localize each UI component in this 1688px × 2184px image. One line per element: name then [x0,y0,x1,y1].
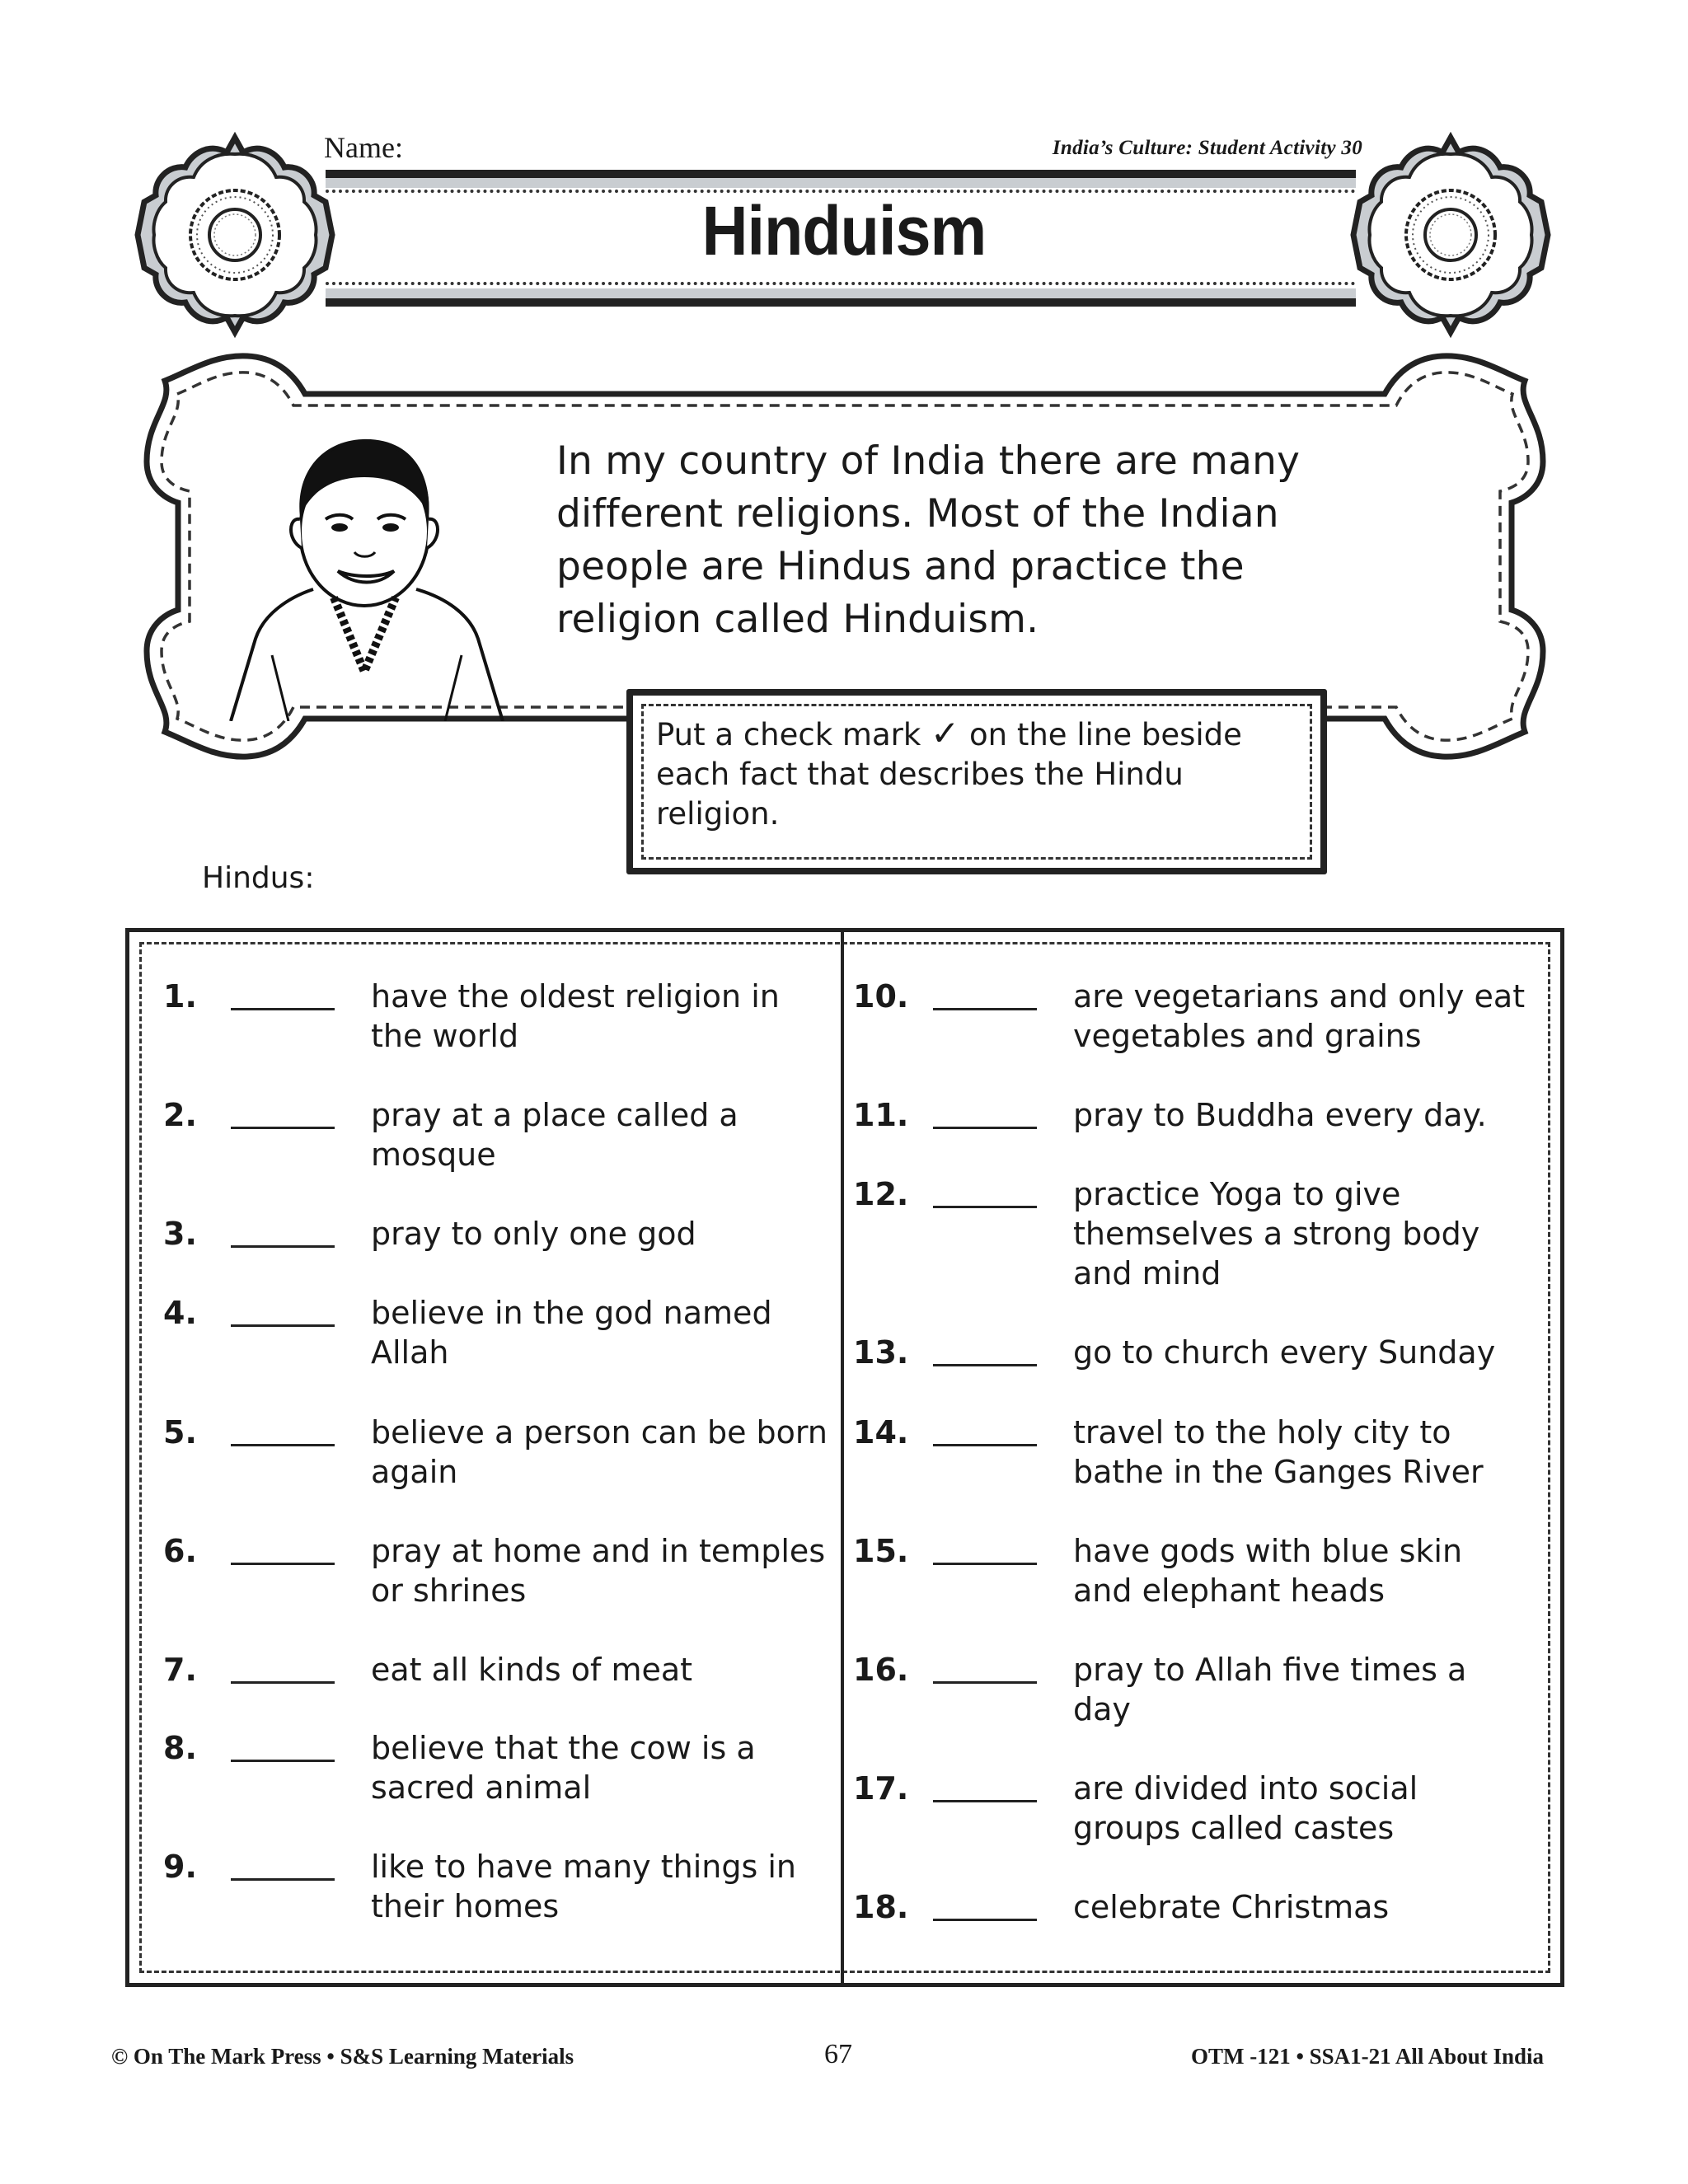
fact-text [1073,977,1535,1056]
fact-text-line: vegetables and grains [1073,1018,1422,1054]
answer-blank[interactable] [933,1008,1037,1010]
fact-number: 7. [163,1652,197,1688]
fact-text [1073,1769,1535,1848]
answer-blank[interactable] [933,1206,1037,1208]
fact-text [1073,1333,1535,1372]
fact-text-line: believe a person can be born [371,1414,828,1451]
fact-number: 15. [853,1533,909,1569]
fact-text-line: their homes [371,1888,560,1924]
fact-text [371,977,832,1056]
instruction-text: religion. [656,796,780,832]
fact-number: 4. [163,1295,197,1331]
fact-text-line: or shrines [371,1572,527,1609]
activity-label: India’s Culture: Student Activity 30 [1052,137,1362,159]
page-number: 67 [824,2039,852,2069]
fact-text-line: practice Yoga to give [1073,1176,1401,1212]
fact-text-line: eat all kinds of meat [371,1652,693,1688]
answer-blank[interactable] [231,1681,335,1684]
fact-number: 14. [853,1414,909,1451]
answer-blank[interactable] [933,1681,1037,1684]
fact-text-line: have the oldest religion in [371,978,780,1015]
fact-text [1073,1174,1535,1293]
fact-text [371,1650,832,1690]
fact-text [371,1293,832,1372]
fact-text-line: like to have many things in [371,1849,796,1885]
instruction-text: Put a check mark [656,717,921,752]
fact-text-line: believe in the god named [371,1295,772,1331]
fact-text [371,1531,832,1610]
fact-text-line: travel to the holy city to [1073,1414,1451,1451]
footer-product-code: OTM -121 • SSA1-21 All About India [1190,2044,1544,2069]
fact-number: 16. [853,1652,909,1688]
fact-text [1073,1650,1535,1729]
fact-text-line: have gods with blue skin [1073,1533,1463,1569]
fact-text-line: believe that the cow is a [371,1730,756,1766]
fact-text [371,1847,832,1926]
fact-number: 18. [853,1889,909,1925]
fact-number: 3. [163,1216,197,1252]
fact-text-line: Allah [371,1334,449,1371]
fact-text [371,1728,832,1807]
column-divider [841,928,844,1987]
fact-text [371,1214,832,1254]
intro-line: In my country of India there are many [556,438,1301,484]
fact-text-line: sacred animal [371,1769,592,1806]
mandala-icon [132,132,338,338]
fact-number: 11. [853,1097,909,1133]
fact-text [371,1413,832,1492]
answer-blank[interactable] [231,1324,335,1327]
fact-text [1073,1531,1535,1610]
fact-text-line: celebrate Christmas [1073,1889,1390,1925]
fact-number: 13. [853,1334,909,1371]
fact-text [371,1095,832,1174]
fact-text [1073,1887,1535,1927]
intro-line: religion called Hinduism. [556,597,1039,642]
instruction-text: each fact that describes the Hindu [656,757,1184,792]
boy-illustration [223,424,507,721]
instruction-text: on the line beside [969,717,1242,752]
answer-blank[interactable] [231,1127,335,1129]
answer-blank[interactable] [933,1800,1037,1802]
fact-text-line: pray to only one god [371,1216,696,1252]
answer-blank[interactable] [231,1760,335,1762]
answer-blank[interactable] [231,1563,335,1565]
fact-number: 6. [163,1533,197,1569]
list-label: Hindus: [202,861,315,895]
answer-blank[interactable] [933,1919,1037,1921]
checkmark-icon: ✓ [931,713,960,753]
fact-text-line: pray to Buddha every day. [1073,1097,1487,1133]
fact-text [1073,1095,1535,1135]
fact-text-line: go to church every Sunday [1073,1334,1496,1371]
fact-text-line: and elephant heads [1073,1572,1386,1609]
fact-number: 10. [853,978,909,1015]
answer-blank[interactable] [933,1444,1037,1446]
fact-text [1073,1413,1535,1492]
answer-blank[interactable] [933,1364,1037,1366]
fact-text-line: bathe in the Ganges River [1073,1454,1484,1490]
fact-text-line: day [1073,1691,1131,1727]
footer-copyright: © On The Mark Press • S&S Learning Materials [111,2044,574,2069]
answer-blank[interactable] [231,1444,335,1446]
fact-text-line: are vegetarians and only eat [1073,978,1526,1015]
fact-text-line: mosque [371,1137,496,1173]
fact-text-line: again [371,1454,458,1490]
fact-number: 1. [163,978,197,1015]
fact-number: 5. [163,1414,197,1451]
fact-number: 17. [853,1770,909,1807]
intro-line: different religions. Most of the Indian [556,491,1279,537]
mandala-icon [1348,132,1554,338]
answer-blank[interactable] [933,1127,1037,1129]
fact-text-line: pray to Allah five times a [1073,1652,1467,1688]
fact-text-line: pray at home and in temples [371,1533,826,1569]
fact-text-line: are divided into social [1073,1770,1418,1807]
fact-number: 2. [163,1097,197,1133]
fact-text-line: themselves a strong body [1073,1216,1480,1252]
fact-number: 12. [853,1176,909,1212]
fact-number: 9. [163,1849,197,1885]
fact-text-line: groups called castes [1073,1810,1395,1846]
intro-line: people are Hindus and practice the [556,544,1245,589]
answer-blank[interactable] [231,1008,335,1010]
answer-blank[interactable] [231,1245,335,1248]
fact-number: 8. [163,1730,197,1766]
page-title: Hinduism [701,192,987,269]
name-label: Name: [324,131,403,164]
instructions-box [626,689,1327,874]
fact-text-line: pray at a place called a [371,1097,738,1133]
fact-text-line: and mind [1073,1255,1221,1291]
fact-text-line: the world [371,1018,519,1054]
intro-paragraph [556,435,1381,646]
answer-blank[interactable] [933,1563,1037,1565]
answer-blank[interactable] [231,1878,335,1881]
